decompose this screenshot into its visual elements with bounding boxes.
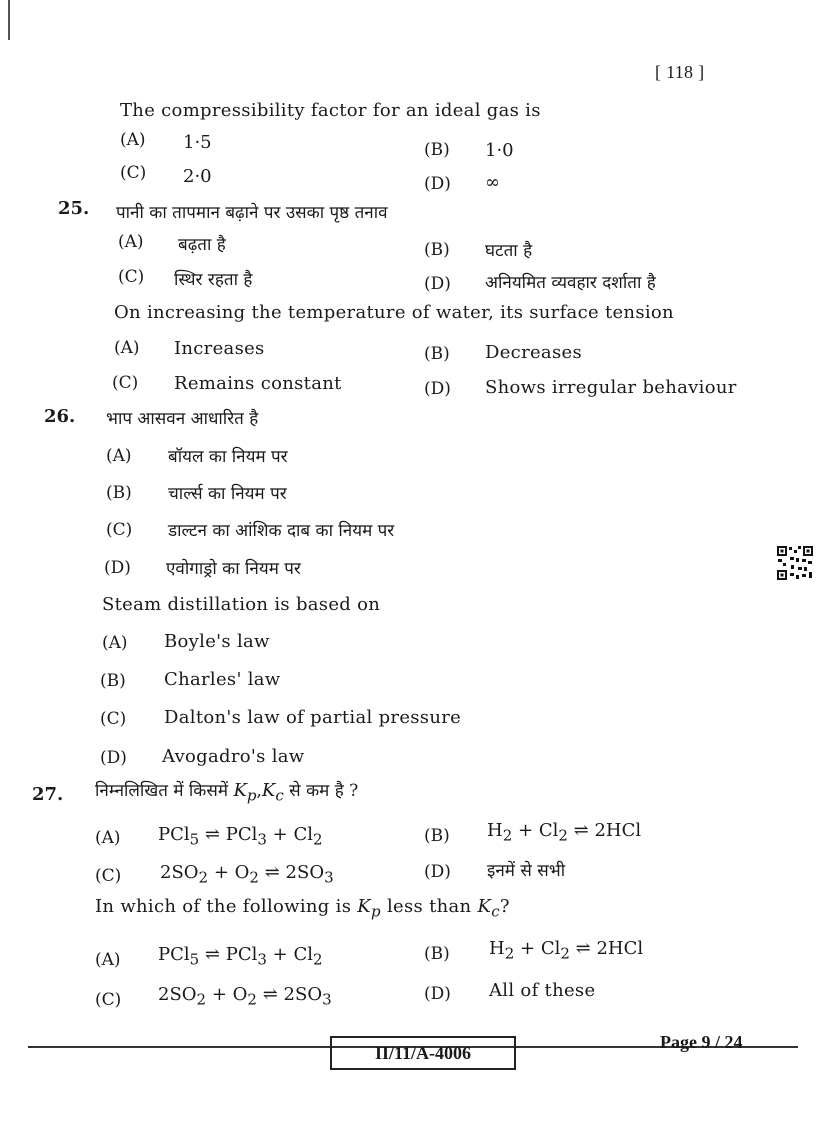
q27-en-eq-b: $H_2 + Cl_2$ ⇌ 2HCl xyxy=(489,938,644,963)
q25-en-option-d-label: (D) xyxy=(424,379,451,399)
q26-text-hi: भाप आसवन आधारित है xyxy=(106,409,259,429)
q24-option-b-label: (B) xyxy=(424,140,450,160)
q26-hi-option-a-text: बॉयल का नियम पर xyxy=(168,447,288,467)
q26-hi-option-a-label: (A) xyxy=(106,446,132,466)
q26-hi-option-b-text: चार्ल्स का नियम पर xyxy=(168,484,287,504)
q27-en-option-d-label: (D) xyxy=(424,984,451,1004)
q26-en-option-d-text: Avogadro's law xyxy=(162,746,305,767)
q24-option-b-text: 1·0 xyxy=(485,140,514,161)
q27-text-hi-post: से कम है ? xyxy=(289,781,359,801)
q25-hi-option-d-label: (D) xyxy=(424,274,451,294)
q24-text-en: The compressibility factor for an ideal gas is xyxy=(120,100,541,121)
q26-hi-option-d-label: (D) xyxy=(104,558,131,578)
q27-hi-eq-b: $H_2 + Cl_2$ ⇌ 2HCl xyxy=(487,820,642,845)
q27-en-option-b-label: (B) xyxy=(424,944,450,964)
q25-hi-option-b-text: घटता है xyxy=(485,241,533,261)
q27-hi-option-b-label: (B) xyxy=(424,826,450,846)
q27-hi-option-d-text: इनमें से सभी xyxy=(487,861,566,881)
q25-en-option-b-text: Decreases xyxy=(485,342,582,363)
q26-text-en: Steam distillation is based on xyxy=(102,594,381,615)
q27-question-hi: निम्नलिखित में किसमें $K_p,K_c$ से कम है ? xyxy=(95,780,359,805)
page-reference: [ 118 ] xyxy=(655,62,705,82)
q25-en-option-a-text: Increases xyxy=(174,338,265,359)
kc-symbol: $K_c$ xyxy=(261,780,284,805)
q26-hi-option-d-text: एवोगाड्रो का नियम पर xyxy=(166,559,301,579)
q27-text-hi-pre: निम्नलिखित में किसमें xyxy=(95,781,229,801)
qr-code-icon xyxy=(776,545,814,581)
q26-en-option-a-text: Boyle's law xyxy=(164,631,270,652)
q27-en-option-d-text: All of these xyxy=(489,980,596,1001)
q25-en-option-c-text: Remains constant xyxy=(174,373,342,394)
q25-number: 25. xyxy=(58,198,90,219)
q26-hi-option-b-label: (B) xyxy=(106,483,132,503)
q25-hi-option-d-text: अनियमित व्यवहार दर्शाता है xyxy=(485,273,656,293)
q27-hi-eq-c: $2SO_2 + O_2$ ⇌ $2SO_3$ xyxy=(160,862,334,887)
q27-question-en: In which of the following is $K_p$ less than $K_c$? xyxy=(95,896,510,921)
q25-hi-option-c-text: स्थिर रहता है xyxy=(174,270,253,290)
q25-en-option-d-text: Shows irregular behaviour xyxy=(485,377,737,398)
q25-en-option-a-label: (A) xyxy=(114,338,140,358)
q24-option-d-text: ∞ xyxy=(485,172,500,193)
q25-en-option-b-label: (B) xyxy=(424,344,450,364)
q27-hi-eq-a: PCl$_5$ ⇌ $PCl_3 + Cl_2$ xyxy=(158,824,323,849)
q25-hi-option-c-label: (C) xyxy=(118,267,145,287)
paper-code: II/11/A-4006 xyxy=(330,1036,516,1070)
q27-en-option-c-label: (C) xyxy=(95,990,122,1010)
q26-en-option-d-label: (D) xyxy=(100,748,127,768)
q26-en-option-b-label: (B) xyxy=(100,671,126,691)
q26-en-option-c-text: Dalton's law of partial pressure xyxy=(164,707,462,728)
page-number: Page 9 / 24 xyxy=(660,1032,743,1052)
q25-en-option-c-label: (C) xyxy=(112,373,139,393)
q27-en-option-a-label: (A) xyxy=(95,950,121,970)
q27-text-en-pre: In which of the following is xyxy=(95,896,352,917)
q27-hi-option-d-label: (D) xyxy=(424,862,451,882)
q27-hi-option-a-label: (A) xyxy=(95,828,121,848)
q27-number: 27. xyxy=(32,784,64,805)
q24-option-a-text: 1·5 xyxy=(183,132,212,153)
q24-option-c-label: (C) xyxy=(120,163,147,183)
q27-text-en-mid: less than xyxy=(386,896,472,917)
kp-symbol-en: $K_p$ xyxy=(357,896,381,921)
q26-hi-option-c-label: (C) xyxy=(106,520,133,540)
q25-hi-option-b-label: (B) xyxy=(424,240,450,260)
kp-symbol: $K_p$ xyxy=(233,780,257,805)
q26-hi-option-c-text: डाल्टन का आंशिक दाब का नियम पर xyxy=(168,521,395,541)
q24-option-a-label: (A) xyxy=(120,130,146,150)
scan-margin-mark xyxy=(8,0,10,40)
q25-hi-option-a-text: बढ़ता है xyxy=(178,235,226,255)
q27-en-eq-c: $2SO_2 + O_2$ ⇌ $2SO_3$ xyxy=(158,984,332,1009)
q26-en-option-b-text: Charles' law xyxy=(164,669,281,690)
q27-hi-option-c-label: (C) xyxy=(95,866,122,886)
q25-hi-option-a-label: (A) xyxy=(118,232,144,252)
q24-option-d-label: (D) xyxy=(424,174,451,194)
q24-option-c-text: 2·0 xyxy=(183,166,212,187)
q26-en-option-a-label: (A) xyxy=(102,633,128,653)
q25-text-hi: पानी का तापमान बढ़ाने पर उसका पृष्ठ तनाव xyxy=(116,203,388,223)
q26-en-option-c-label: (C) xyxy=(100,709,127,729)
q26-number: 26. xyxy=(44,406,76,427)
q25-text-en: On increasing the temperature of water, its surface tension xyxy=(114,302,674,323)
kc-symbol-en: $K_c$ xyxy=(477,896,500,921)
q27-en-eq-a: PCl$_5$ ⇌ $PCl_3 + Cl_2$ xyxy=(158,944,323,969)
